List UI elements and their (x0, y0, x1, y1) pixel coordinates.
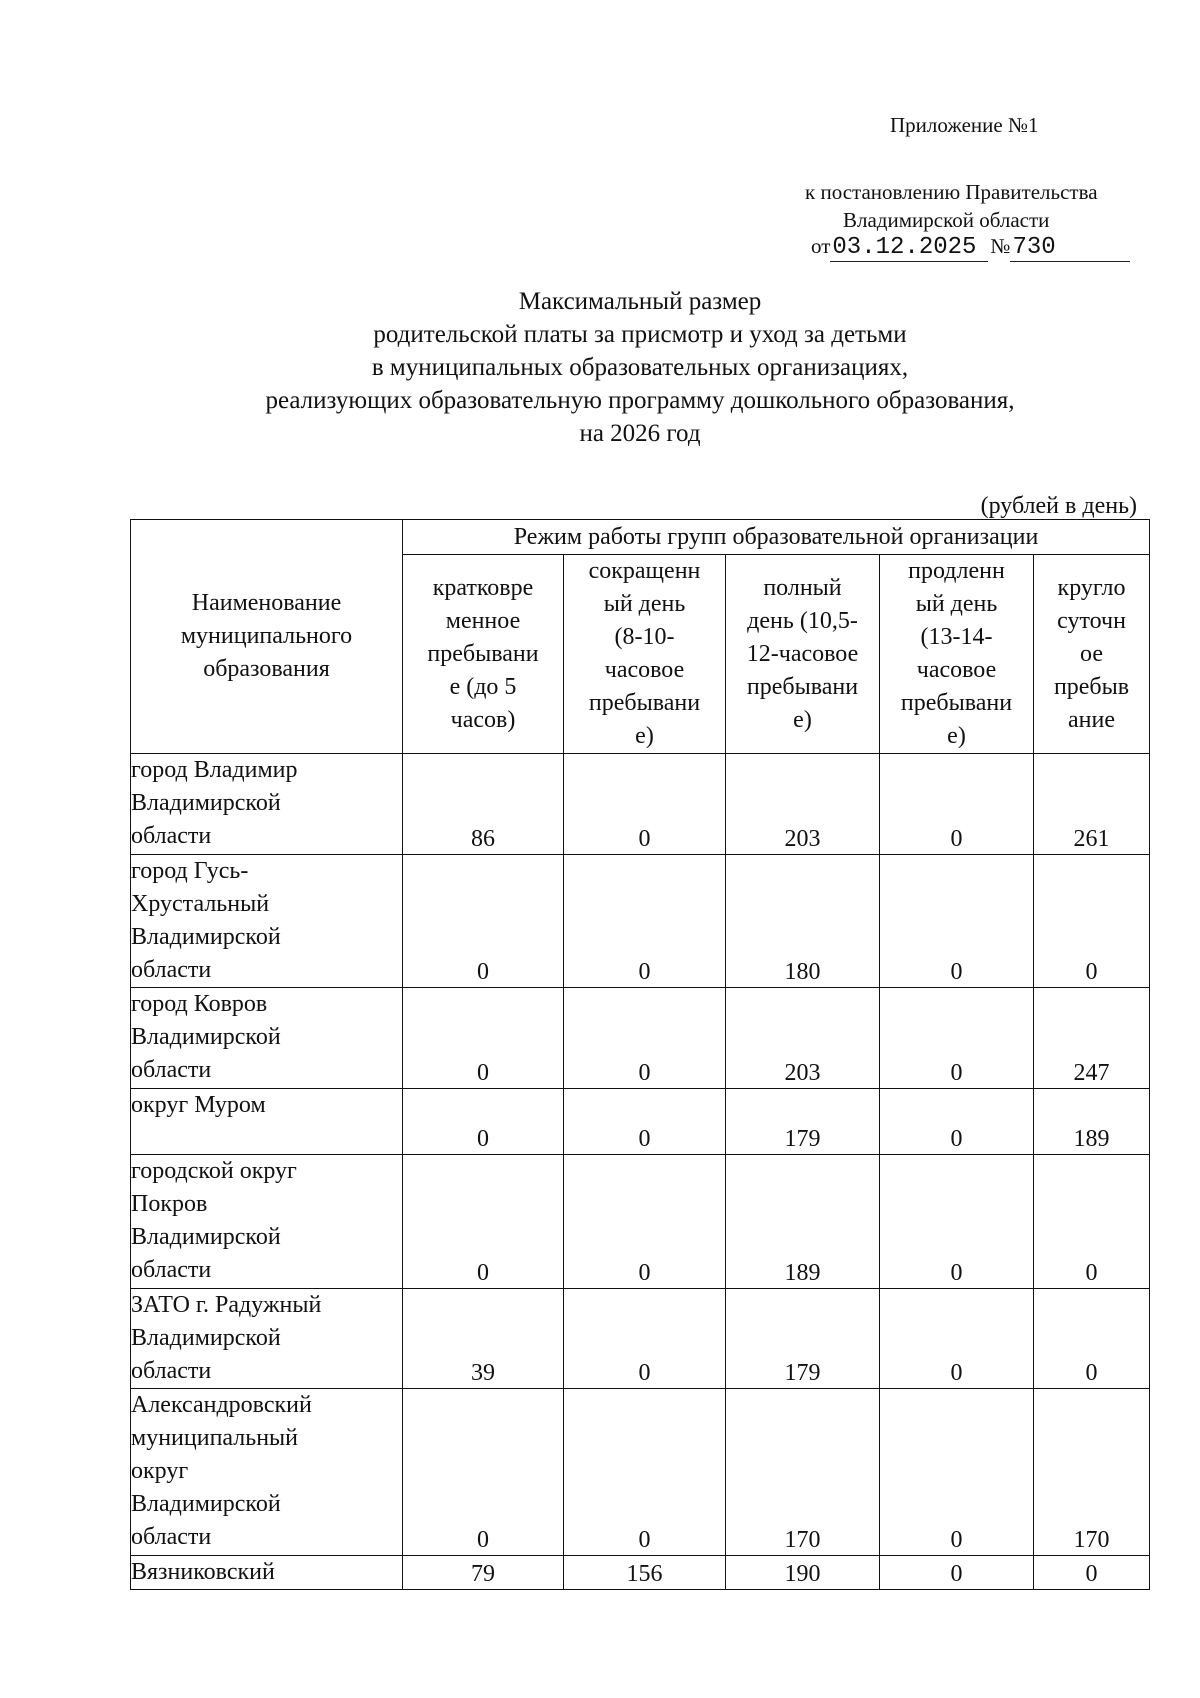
header-line: пребывани (588, 690, 701, 716)
header-line: образования (203, 656, 330, 682)
header-line: е) (947, 723, 966, 749)
header-line: е) (793, 706, 812, 733)
header-line: пребывани (746, 673, 859, 700)
value-cell: 179 (726, 1089, 880, 1155)
value-cell: 203 (726, 988, 880, 1089)
name-line: области (131, 1358, 212, 1384)
header-line: (13-14- (920, 624, 993, 650)
value-cell: 0 (403, 1155, 564, 1289)
value-cell: 0 (880, 988, 1034, 1089)
name-line: Владимирской (131, 1024, 281, 1050)
municipality-name (131, 855, 403, 988)
header-line: муниципального (180, 623, 353, 649)
mode-header-short-stay (403, 555, 564, 754)
number-prefix: № (990, 234, 1011, 258)
name-line: город Владимир (131, 757, 298, 783)
name-line: области (131, 1524, 212, 1550)
table-row (131, 988, 1150, 1089)
municipality-name (131, 988, 403, 1089)
value-cell: 0 (1034, 1289, 1150, 1389)
decree-date: 03.12.2025 (830, 234, 988, 262)
document-title (150, 285, 1130, 450)
value-cell: 189 (1034, 1089, 1150, 1155)
value-cell: 0 (880, 1089, 1034, 1155)
decree-line-2: Владимирской области (843, 208, 1050, 232)
header-line: полный (763, 574, 842, 601)
header-line: е (до 5 (449, 673, 517, 700)
table-row (131, 754, 1150, 855)
value-cell: 189 (726, 1155, 880, 1289)
value-cell: 0 (564, 1389, 726, 1556)
value-cell: 0 (1034, 1155, 1150, 1289)
header-line: е) (635, 723, 654, 749)
value-cell: 179 (726, 1289, 880, 1389)
name-line: город Гусь- (131, 858, 249, 884)
header-line: сокращенн (588, 558, 701, 584)
name-line: Александровский (131, 1392, 312, 1418)
decree-line-1: к постановлению Правительства (805, 180, 1098, 204)
header-line: ание (1068, 706, 1116, 733)
value-cell: 190 (726, 1556, 880, 1590)
decree-number: 730 (1010, 234, 1130, 262)
name-line: округ Муром (131, 1092, 266, 1118)
header-line: часовое (916, 657, 997, 683)
value-cell: 0 (564, 1155, 726, 1289)
decree-date-number (811, 234, 1130, 262)
value-cell: 156 (564, 1556, 726, 1590)
value-cell: 86 (403, 754, 564, 855)
name-line: Покров (131, 1191, 208, 1217)
value-cell: 0 (403, 855, 564, 988)
value-cell: 261 (1034, 754, 1150, 855)
name-line: области (131, 1257, 212, 1283)
value-cell: 0 (403, 1389, 564, 1556)
table-row (131, 855, 1150, 988)
header-line: суточн (1057, 607, 1126, 634)
header-line: день (10,5- (747, 607, 858, 634)
name-line: области (131, 957, 212, 983)
header-line: продленн (908, 558, 1005, 584)
value-cell: 0 (880, 754, 1034, 855)
name-line: Вязниковский (131, 1559, 275, 1585)
name-line: Владимирской (131, 1491, 281, 1517)
value-cell: 180 (726, 855, 880, 988)
name-line: город Ковров (131, 991, 268, 1017)
municipality-name (131, 1155, 403, 1289)
municipality-name (131, 1556, 403, 1590)
table-row (131, 1089, 1150, 1155)
title-line: реализующих образовательную программу дошкольного образования, (265, 387, 1015, 414)
name-line: Владимирской (131, 1325, 281, 1351)
municipality-name (131, 1289, 403, 1389)
unit-label: (рублей в день) (980, 493, 1137, 519)
value-cell: 39 (403, 1289, 564, 1389)
value-cell: 247 (1034, 988, 1150, 1089)
header-line: часовое (604, 657, 685, 683)
value-cell: 0 (880, 855, 1034, 988)
value-cell: 0 (880, 1289, 1034, 1389)
municipality-name (131, 1089, 403, 1155)
mode-header-reduced-day (564, 555, 726, 754)
header-line: ый день (915, 591, 998, 617)
header-line: ое (1080, 640, 1103, 667)
value-cell: 79 (403, 1556, 564, 1590)
name-line: Владимирской (131, 924, 281, 950)
header-line: менное (445, 607, 521, 634)
header-line: 12-часовое (746, 640, 859, 667)
value-cell: 170 (726, 1389, 880, 1556)
header-line: (8-10- (614, 624, 675, 650)
value-cell: 203 (726, 754, 880, 855)
date-prefix: от (811, 234, 831, 258)
value-cell: 0 (564, 988, 726, 1089)
group-header: Режим работы групп образовательной организации (403, 520, 1150, 555)
title-line: на 2026 год (579, 420, 701, 447)
header-line: ый день (603, 591, 686, 617)
name-line: Хрустальный (131, 891, 270, 917)
header-line: пребыв (1053, 673, 1130, 700)
table-row (131, 1389, 1150, 1556)
table-row (131, 1155, 1150, 1289)
value-cell: 0 (880, 1155, 1034, 1289)
header-line: пребывани (427, 640, 539, 667)
municipality-name (131, 1389, 403, 1556)
value-cell: 0 (880, 1389, 1034, 1556)
value-cell: 0 (1034, 1556, 1150, 1590)
municipality-name (131, 754, 403, 855)
title-line: в муниципальных образовательных организациях, (371, 354, 909, 381)
value-cell: 0 (564, 855, 726, 988)
name-line: ЗАТО г. Радужный (131, 1292, 322, 1318)
name-column-header (131, 520, 403, 754)
value-cell: 0 (403, 988, 564, 1089)
header-line: кратковре (432, 574, 534, 601)
title-line: родительской платы за присмотр и уход за детьми (373, 321, 907, 348)
name-line: муниципальный (131, 1425, 299, 1451)
appendix-label: Приложение №1 (890, 113, 1039, 137)
table-row (131, 1556, 1150, 1590)
name-line: области (131, 1057, 212, 1083)
mode-header-full-day (726, 555, 880, 754)
name-line: Владимирской (131, 1224, 281, 1250)
value-cell: 0 (880, 1556, 1034, 1590)
value-cell: 0 (1034, 855, 1150, 988)
header-line: часов) (450, 706, 516, 733)
header-line: Наименование (191, 590, 342, 616)
name-line: городской округ (131, 1158, 297, 1184)
value-cell: 0 (403, 1089, 564, 1155)
name-line: Владимирской (131, 790, 281, 816)
name-line: области (131, 823, 212, 849)
header-line: пребывани (900, 690, 1013, 716)
value-cell: 0 (564, 754, 726, 855)
value-cell: 0 (564, 1089, 726, 1155)
mode-header-extended-day (880, 555, 1034, 754)
value-cell: 170 (1034, 1389, 1150, 1556)
header-line: кругло (1057, 574, 1126, 601)
value-cell: 0 (564, 1289, 726, 1389)
fee-table (130, 519, 1150, 1590)
title-line: Максимальный размер (518, 288, 762, 315)
name-line: округ (131, 1458, 189, 1484)
mode-header-round-the-clock (1034, 555, 1150, 754)
table-row (131, 1289, 1150, 1389)
